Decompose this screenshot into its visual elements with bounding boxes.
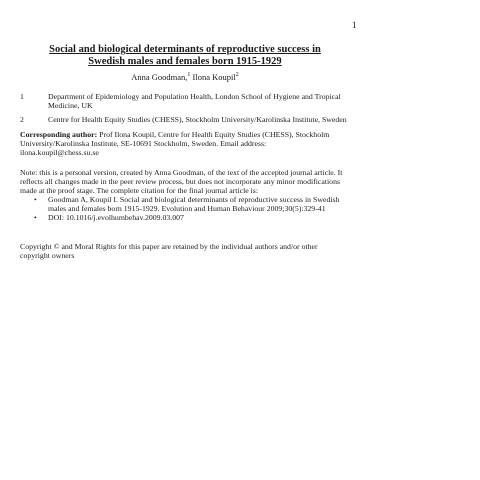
corresponding-author [20,130,345,157]
version-note-text: Note: this is a personal version, created by Anna Goodman, of the text of the accepted journal article. It reflects all changes made in the peer review process, but does not incorporate any minor modifications made at the proof stage. The complete citation for the final journal article is: [20,168,343,195]
affiliation-number: 1 [20,92,24,101]
author-affiliation-marker: 1 [187,72,191,79]
affiliation-text: Department of Epidemiology and Population Health, London School of Hygiene and Tropical Medicine, UK [48,92,341,110]
citation-item [34,195,355,213]
copyright-notice: Copyright © and Moral Rights for this paper are retained by the individual authors and/or other copyright owners [20,242,318,260]
doi-text: DOI: 10.1016/j.evolhumbehav.2009.03.007 [48,213,184,222]
corresponding-author-label: Corresponding author: [20,130,98,139]
affiliation-text: Centre for Health Equity Studies (CHESS), Stockholm University/Karolinska Institute, Sweden [48,115,347,124]
page-number: 1 [352,20,357,30]
affiliation-item [20,92,350,110]
author-line [30,72,340,82]
corresponding-author-text: Prof Ilona Koupil, Centre for Health Equity Studies (CHESS), Stockholm University/Karolinska Institute, SE-10691 Stockholm, Sweden. Email address: ilona.koupil@chess.su.se [20,130,330,157]
affiliation-number: 2 [20,115,24,124]
version-note [20,168,355,222]
author-name: Ilona Koupil [190,72,236,82]
bullet-icon: • [34,195,37,204]
affiliations [20,92,350,129]
author-affiliation-marker: 2 [235,72,239,79]
paper-title: Social and biological determinants of reproductive success in Swedish males and females born 1915-1929 [49,44,321,67]
citation-item [34,213,355,222]
citation-list [20,195,355,222]
affiliation-item [20,115,350,124]
bullet-icon: • [34,213,37,222]
citation-text: Goodman A, Koupil I. Social and biological determinants of reproductive success in Swedish males and females born 1915-1929. Evolution and Human Behaviour 2009;30(5):329-41 [48,195,340,213]
author-name: Anna Goodman, [131,72,188,82]
